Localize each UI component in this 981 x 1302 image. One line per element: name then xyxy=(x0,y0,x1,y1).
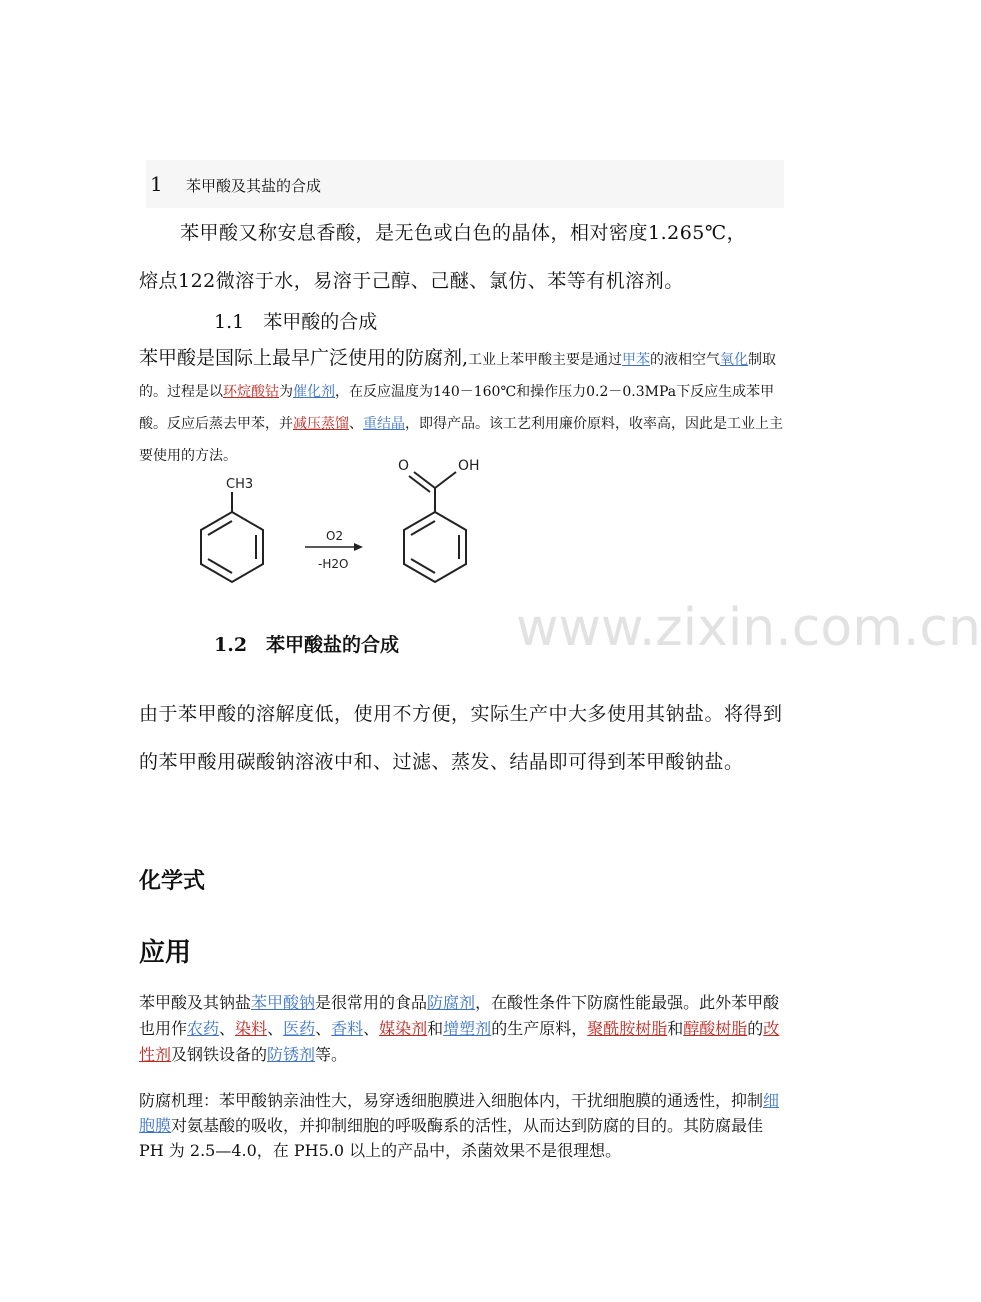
link-cell-membrane[interactable]: 细胞膜 xyxy=(139,1091,780,1135)
synthesis-text: 、 xyxy=(349,416,363,432)
synthesis-text: 工业上苯甲酸主要是通过 xyxy=(468,352,623,368)
app-text: 、 xyxy=(315,1019,332,1038)
app-text: 是很常用的食品 xyxy=(315,993,428,1012)
synthesis-lead: 苯甲酸是国际上最早广泛使用的防腐剂, xyxy=(139,347,469,369)
link-medicine[interactable]: 医药 xyxy=(283,1019,316,1038)
mech-text: 对氨基酸的吸收，并抑制细胞的呼吸酶系的活性，从而达到防腐的目的。其防腐最佳 PH 为 2.5—4.0，在 PH5.0 以上的产品中，杀菌效果不是很理想。 xyxy=(139,1116,764,1160)
link-recrystallization[interactable]: 重结晶 xyxy=(363,416,405,432)
synthesis-text: ，即得产品。该工艺利用廉价原料，收率高，因此是工业上主要使用的方法。 xyxy=(139,416,783,464)
synthesis-text: 为 xyxy=(279,384,293,400)
link-preservative[interactable]: 防腐剂 xyxy=(427,993,476,1012)
link-mordant[interactable]: 媒染剂 xyxy=(379,1019,428,1038)
hydroxyl-label: OH xyxy=(458,458,480,474)
mechanism-paragraph xyxy=(139,1088,784,1163)
methyl-label: CH3 xyxy=(226,477,254,492)
app-text: 、 xyxy=(219,1019,236,1038)
app-text: 及钢铁设备的 xyxy=(171,1045,268,1064)
watermark: www.zixin.com.cn xyxy=(516,598,981,658)
app-text: 的生产原料， xyxy=(491,1019,588,1038)
link-cobalt-naphthenate[interactable]: 环烷酸钴 xyxy=(223,384,279,400)
app-text: 、 xyxy=(363,1019,380,1038)
link-sodium-benzoate[interactable]: 苯甲酸钠 xyxy=(251,993,316,1012)
synthesis-text: ，在反应温度为140－160℃和操作压力0.2－0.3MPa下反应生成苯甲酸。反应后蒸去甲苯，并 xyxy=(139,384,775,432)
reaction-arrow xyxy=(305,543,363,551)
link-vacuum-distillation[interactable]: 减压蒸馏 xyxy=(293,416,349,432)
link-modifier[interactable]: 改性剂 xyxy=(139,1019,780,1064)
link-catalyst[interactable]: 催化剂 xyxy=(293,384,335,400)
application-paragraph xyxy=(139,990,784,1068)
subsection-heading-1-1: 1.1 苯甲酸的合成 xyxy=(214,311,378,333)
app-text: 和 xyxy=(427,1019,444,1038)
app-text: 和 xyxy=(667,1019,684,1038)
synthesis-text: 的液相空气 xyxy=(650,352,721,368)
link-polyamide-resin[interactable]: 聚酰胺树脂 xyxy=(587,1019,668,1038)
app-text: 的 xyxy=(747,1019,764,1038)
heading-chemical-formula: 化学式 xyxy=(139,869,206,894)
link-alkyd-resin[interactable]: 醇酸树脂 xyxy=(683,1019,748,1038)
link-oxidation[interactable]: 氧化 xyxy=(720,352,749,368)
section-title: 苯甲酸及其盐的合成 xyxy=(186,177,322,195)
link-dye[interactable]: 染料 xyxy=(235,1019,268,1038)
link-toluene[interactable]: 甲苯 xyxy=(622,352,651,368)
intro-line-1: 苯甲酸又称安息香酸，是无色或白色的晶体，相对密度1.265℃， xyxy=(180,222,747,244)
section-number: 1 xyxy=(150,172,163,196)
app-text: 、 xyxy=(267,1019,284,1038)
app-text: ，在酸性条件下防腐性能最强。此外苯甲酸也用作 xyxy=(139,993,780,1038)
reaction-scheme xyxy=(180,450,520,600)
link-plasticizer[interactable]: 增塑剂 xyxy=(443,1019,492,1038)
subsection-heading-1-2: 1.2 苯甲酸盐的合成 xyxy=(214,634,400,656)
benzoic-acid-structure xyxy=(404,472,466,582)
link-pesticide[interactable]: 农药 xyxy=(187,1019,220,1038)
toluene-structure xyxy=(201,492,263,582)
carbonyl-oxygen-label: O xyxy=(398,458,410,474)
mech-text: 防腐机理：苯甲酸钠亲油性大，易穿透细胞膜进入细胞体内，干扰细胞膜的通透性，抑制 xyxy=(139,1091,764,1110)
reagent-water-loss: -H2O xyxy=(318,557,349,571)
synthesis-text: 制取的。过程是以 xyxy=(139,352,777,400)
app-text: 等。 xyxy=(315,1045,348,1064)
heading-application: 应用 xyxy=(139,938,192,968)
reagent-oxygen: O2 xyxy=(326,529,344,543)
app-text: 苯甲酸及其钠盐 xyxy=(139,993,252,1012)
link-antirust-agent[interactable]: 防锈剂 xyxy=(267,1045,316,1064)
salt-paragraph: 由于苯甲酸的溶解度低，使用不方便，实际生产中大多使用其钠盐。将得到的苯甲酸用碳酸钠溶液中和、过滤、蒸发、结晶即可得到苯甲酸钠盐。 xyxy=(139,703,783,773)
link-fragrance[interactable]: 香料 xyxy=(331,1019,364,1038)
intro-line-2: 熔点122微溶于水，易溶于己醇、己醚、氯仿、苯等有机溶剂。 xyxy=(139,270,684,292)
